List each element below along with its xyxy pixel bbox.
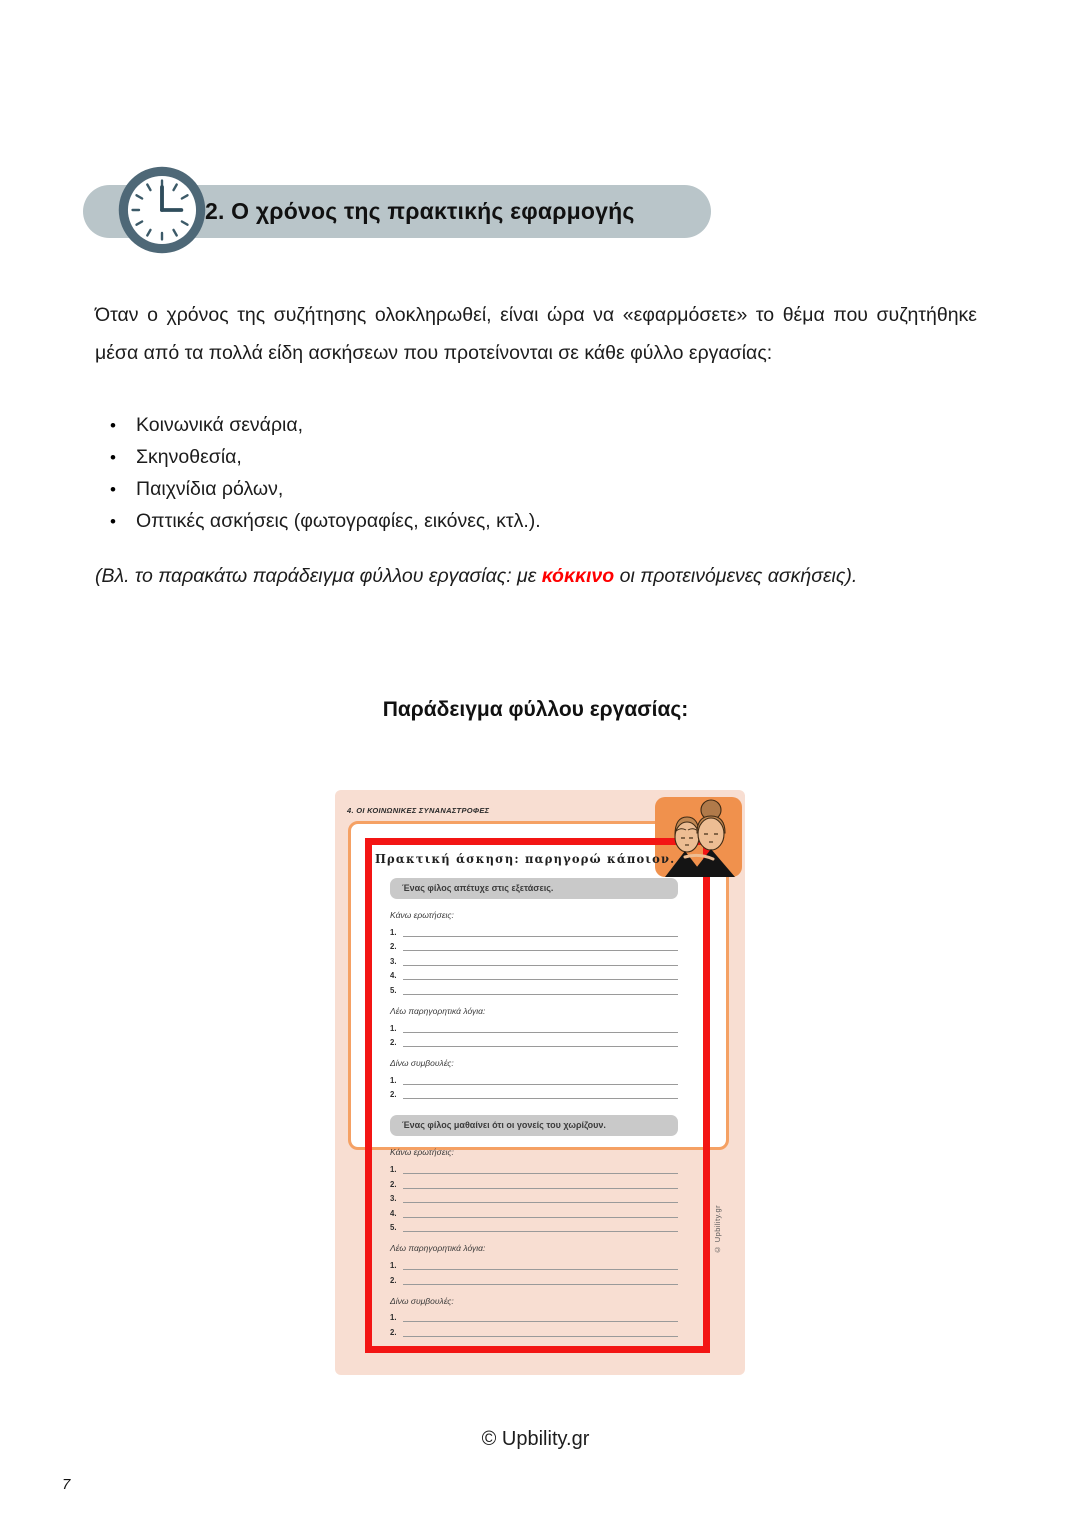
answer-line bbox=[390, 1218, 678, 1233]
write-line bbox=[403, 1207, 678, 1218]
bullet-icon: • bbox=[110, 448, 116, 467]
write-line bbox=[403, 1259, 678, 1270]
line-number: 2. bbox=[390, 942, 397, 952]
answer-line bbox=[390, 951, 678, 966]
worksheet-illustration bbox=[655, 797, 742, 877]
list-item-text: Οπτικές ασκήσεις (φωτογραφίες, εικόνες, κτλ.). bbox=[136, 510, 541, 532]
answer-line bbox=[390, 1270, 678, 1285]
write-line bbox=[403, 1192, 678, 1203]
note-highlight: κόκκινο bbox=[541, 565, 615, 587]
worksheet-side-credit: © Upbility.gr bbox=[713, 1205, 722, 1255]
group-label: Λέω παρηγορητικά λόγια: bbox=[390, 1005, 486, 1016]
answer-line bbox=[390, 980, 678, 995]
worksheet-example bbox=[335, 790, 745, 1375]
line-number: 1. bbox=[390, 1260, 397, 1270]
group-label: Λέω παρηγορητικά λόγια: bbox=[390, 1243, 486, 1254]
scenario-box: Ένας φίλος απέτυχε στις εξετάσεις. bbox=[390, 878, 678, 899]
write-line bbox=[403, 940, 678, 951]
intro-paragraph: Όταν ο χρόνος της συζήτησης ολοκληρωθεί, είναι ώρα να «εφαρμόσετε» το θέμα που συζητήθηκε μέσα από τα πολλά είδη ασκήσεων που προτείνονται σε κάθε φύλλο εργασίας: bbox=[95, 304, 977, 364]
write-line bbox=[403, 1022, 678, 1033]
answer-line bbox=[390, 937, 678, 952]
section-title: 2. Ο χρόνος της πρακτικής εφαρμογής bbox=[205, 198, 635, 224]
list-item-text: Παιχνίδια ρόλων, bbox=[136, 478, 284, 500]
answer-line bbox=[390, 1203, 678, 1218]
list-item bbox=[110, 446, 810, 478]
write-line bbox=[403, 1274, 678, 1285]
answer-line bbox=[390, 1085, 678, 1100]
bullet-list bbox=[110, 414, 810, 542]
answer-line bbox=[390, 1159, 678, 1174]
group-label: Δίνω συμβουλές: bbox=[390, 1058, 454, 1069]
group-label: Δίνω συμβουλές: bbox=[390, 1295, 454, 1306]
line-number: 1. bbox=[390, 1075, 397, 1085]
note-paragraph bbox=[95, 565, 977, 588]
write-line bbox=[403, 1036, 678, 1047]
write-line bbox=[403, 1163, 678, 1174]
line-number: 2. bbox=[390, 1090, 397, 1100]
line-number: 5. bbox=[390, 985, 397, 995]
list-item bbox=[110, 414, 810, 446]
worksheet-title: Πρακτική άσκηση: παρηγορώ κάποιον. bbox=[375, 851, 676, 867]
answer-line bbox=[390, 1189, 678, 1204]
line-number: 1. bbox=[390, 1313, 397, 1323]
line-number: 1. bbox=[390, 927, 397, 937]
bullet-icon: • bbox=[110, 416, 116, 435]
line-number: 1. bbox=[390, 1164, 397, 1174]
write-line bbox=[403, 955, 678, 966]
answer-line bbox=[390, 1070, 678, 1085]
write-line bbox=[403, 1074, 678, 1085]
line-number: 5. bbox=[390, 1223, 397, 1233]
line-number: 2. bbox=[390, 1179, 397, 1189]
write-line bbox=[403, 1221, 678, 1232]
write-line bbox=[403, 984, 678, 995]
answer-line bbox=[390, 1018, 678, 1033]
answer-line bbox=[390, 1174, 678, 1189]
page-number: 7 bbox=[62, 1476, 71, 1493]
answer-line bbox=[390, 966, 678, 981]
scenario-box: Ένας φίλος μαθαίνει ότι οι γονείς του χωρίζουν. bbox=[390, 1115, 678, 1136]
footer-credit: © Upbility.gr bbox=[481, 1428, 590, 1450]
section-header bbox=[83, 185, 711, 238]
clock-icon bbox=[116, 164, 208, 256]
worksheet-chapter-label: 4. ΟΙ ΚΟΙΝΩΝΙΚΕΣ ΣΥΝΑΝΑΣΤΡΟΦΕΣ bbox=[347, 806, 490, 815]
bullet-icon: • bbox=[110, 480, 116, 499]
bullet-icon: • bbox=[110, 512, 116, 531]
line-number: 3. bbox=[390, 1194, 397, 1204]
line-number: 3. bbox=[390, 956, 397, 966]
write-line bbox=[403, 1326, 678, 1337]
line-number: 1. bbox=[390, 1023, 397, 1033]
line-number: 2. bbox=[390, 1275, 397, 1285]
worksheet-body bbox=[390, 878, 678, 1337]
answer-line bbox=[390, 1033, 678, 1048]
write-line bbox=[403, 926, 678, 937]
note-prefix: (Βλ. το παρακάτω παράδειγμα φύλλου εργασίας: με bbox=[95, 565, 542, 587]
answer-line bbox=[390, 1308, 678, 1323]
worksheet-section bbox=[390, 1115, 678, 1336]
group-label: Κάνω ερωτήσεις: bbox=[390, 1147, 454, 1158]
list-item-text: Σκηνοθεσία, bbox=[136, 446, 242, 468]
answer-line bbox=[390, 1322, 678, 1337]
answer-line bbox=[390, 922, 678, 937]
list-item bbox=[110, 478, 810, 510]
note-suffix: οι προτεινόμενες ασκήσεις). bbox=[614, 565, 858, 587]
worksheet-section bbox=[390, 878, 678, 1099]
write-line bbox=[403, 969, 678, 980]
group-label: Κάνω ερωτήσεις: bbox=[390, 910, 454, 920]
two-people-hugging-icon bbox=[655, 797, 742, 877]
line-number: 2. bbox=[390, 1038, 397, 1048]
line-number: 4. bbox=[390, 1208, 397, 1218]
write-line bbox=[403, 1311, 678, 1322]
write-line bbox=[403, 1178, 678, 1189]
answer-line bbox=[390, 1255, 678, 1270]
line-number: 2. bbox=[390, 1327, 397, 1337]
write-line bbox=[403, 1088, 678, 1099]
line-number: 4. bbox=[390, 971, 397, 981]
list-item bbox=[110, 510, 810, 542]
example-heading: Παράδειγμα φύλλου εργασίας: bbox=[382, 698, 689, 721]
list-item-text: Κοινωνικά σενάρια, bbox=[136, 414, 304, 436]
